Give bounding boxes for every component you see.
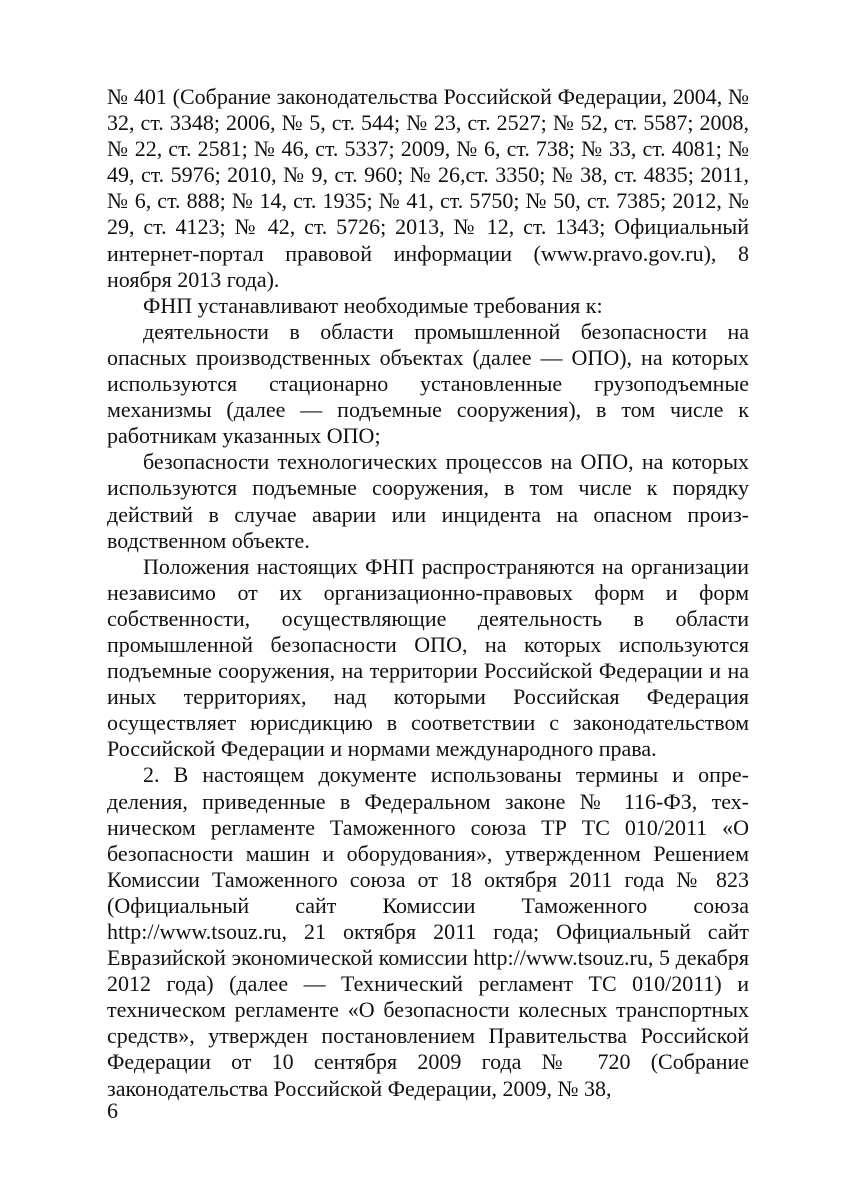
paragraph-legal-references: № 401 (Собрание законодательства Российской Федерации, 2004, № 32, ст. 3348; 2006, № 5, ст. 544; № 23, ст. 2527; № 52, ст. 5587; 2008, № 22, ст. 2581; № 46, ст. 5337; 2009, № 6, ст. 738; № 33, ст. 4081; № 49, ст. 5976; 2010, № 9, ст. 960; № 26,ст. 3350; № 38, ст. 4835; 2011, № 6, ст. 888; № 14, ст. 1935; № 41, ст. 5750; № 50, ст. 7385; 2012, № 29, ст. 4123; № 42, ст. 5726; 2013, № 12, ст. 1343; Официальный интернет-портал правовой информации (www.pravo.gov.ru), 8 ноября 2013 года). bbox=[107, 84, 749, 292]
paragraph-activity-requirements: деятельности в области промышленной безопасности на опасных производственных объектах (далее — ОПО), на которых используются стационарно установленные грузоподъемные механизмы (далее — подъемные сооружения), в том числе к работникам указанных ОПО; bbox=[107, 318, 749, 449]
paragraph-scope: Положения настоящих ФНП распространяются на организации независимо от их организационно-правовых форм и форм собственности, осуществляющие деятельность в области промышленной безопасности ОПО, на которых используются подъемные сооружения, на территории Российской Федерации и на иных территориях, над которыми Российская Федерация осуществляет юрисдикцию в соответствии с законодательством Российской Федерации и нормами международного права. bbox=[107, 553, 749, 762]
page-number: 6 bbox=[107, 1098, 118, 1123]
paragraph-process-safety: безопасности технологических процессов на ОПО, на которых используются подъемные сооружения, в том числе к порядку действий в случае аварии или инцидента на опасном производственном объекте. bbox=[107, 449, 749, 553]
page-body-text bbox=[107, 84, 749, 1102]
paragraph-requirements-intro: ФНП устанавливают необходимые требования к: bbox=[143, 292, 603, 318]
paragraph-terms-definitions: 2. В настоящем документе использованы термины и определения, приведенные в Федеральном законе № 116-ФЗ, техническом регламенте Таможенного союза ТР ТС 010/2011 «О безопасности машин и оборудования», утвержденном Решением Комиссии Таможенного союза от 18 октября 2011 года № 823 (Официальный сайт Комиссии Таможенного союза http://www.tsouz.ru, 21 октября 2011 года; Официальный сайт Евразийской экономической комиссии http://www.tsouz.ru, 5 декабря 2012 года) (далее — Технический регламент ТС 010/2011) и техническом регламенте «О безопасности колесных транспортных средств», утвержден постановлением Правительства Российской Федерации от 10 сентября 2009 года № 720 (Собрание законодательства Российской Федерации, 2009, № 38, bbox=[107, 762, 749, 1101]
